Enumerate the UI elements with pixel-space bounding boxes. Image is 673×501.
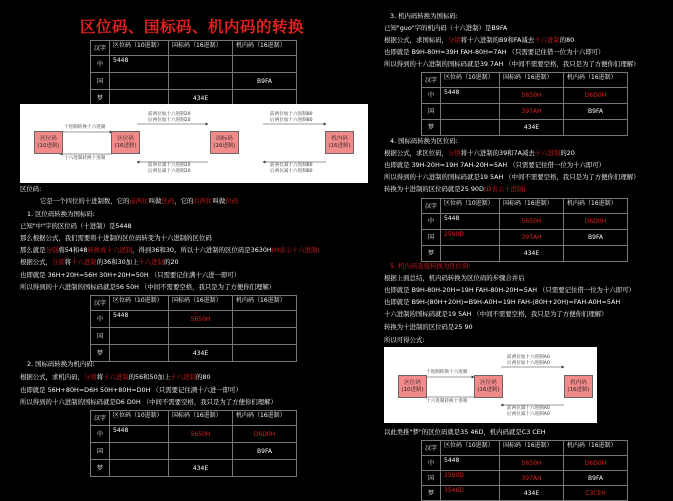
header-cell: 汉字: [91, 296, 110, 311]
header-cell: 区位码（10进制）: [110, 296, 169, 311]
char-cell: 国: [422, 230, 441, 246]
box-quweima-10: [398, 375, 427, 398]
box-label: 区位码: [404, 379, 421, 386]
table-row: [91, 56, 297, 73]
text: (D表示十进制): [483, 185, 526, 193]
table-row: [422, 246, 628, 262]
cell: B9FA: [564, 471, 628, 486]
text: 转换成十六进制: [87, 246, 133, 254]
table-2: [90, 295, 297, 362]
section-heading: 3. 机内码转换为国标码:: [390, 12, 458, 20]
text: 十六进制: [534, 36, 560, 44]
table-6: [421, 440, 628, 501]
text: 的20: [164, 258, 179, 266]
table-row: [91, 345, 297, 362]
diagram-label: 后两位减十六进制A0: [507, 412, 550, 417]
header-cell: 机内码（16进制）: [564, 73, 628, 88]
text-line: [384, 149, 575, 158]
section-heading: 5. 机内码直接转换为区位码:: [390, 262, 471, 270]
text-line: 所以得到的十六进制的国标码就是56 50H （中间不需要空格，我只是为了方便你们理解）: [20, 283, 276, 291]
table-row: [422, 230, 628, 246]
text: 的80: [559, 36, 575, 44]
diagram-label: 十六进制转换十进制: [64, 156, 106, 161]
text: ，它的: [174, 197, 194, 205]
header-cell: 机内码（16进制）: [233, 41, 297, 56]
table-header-row: [91, 41, 297, 56]
cell: D6D0H: [233, 426, 297, 443]
text-line: 转换为十进制的区位码是25 90: [384, 323, 473, 331]
header-cell: 国标码（16进制）: [500, 199, 564, 214]
diagram-label: 十六进制转换十进制: [426, 399, 468, 404]
char-cell: 中: [422, 88, 441, 104]
cell: 5650H: [169, 426, 233, 443]
char-cell: 国: [422, 471, 441, 486]
diagram-label: 十进制转换十六进制: [64, 125, 106, 130]
diagram-label: 前两位加十六进制A0: [507, 355, 550, 360]
char-cell: 国: [91, 328, 110, 345]
text-line: 也即就是 36H+20H=56H 30H+20H=50H （只需要记住满十六进一即可）: [20, 271, 241, 279]
cell: [110, 345, 169, 362]
section-heading: 4. 国标码转换为区位码:: [390, 137, 458, 145]
table-row: [422, 471, 628, 486]
cell: C3CEH: [564, 486, 628, 501]
header-cell: 汉字: [422, 441, 441, 456]
text-line: 根据上面总结，机内码转换为区位码的步骤合并后: [384, 274, 525, 282]
text-line: 所以得到的十六进制的国标码就是19 5AH （中间不需要空格，我只是为了方便你们理解）: [384, 173, 640, 181]
text-line: 所以得到的十六进制的国标码就是39 7AH （中间不需要空格，我只是为了方便你们理解）: [384, 60, 640, 68]
box-label: 机内码: [331, 135, 348, 142]
text: 十六进制: [170, 373, 197, 381]
text: 分别: [447, 149, 461, 157]
table-1: [90, 40, 297, 107]
cell: 434E: [169, 345, 233, 362]
header-cell: 机内码（16进制）: [564, 441, 628, 456]
box-quweima-10: [34, 131, 63, 154]
table-header-row: [422, 73, 628, 88]
header-cell: 汉字: [422, 199, 441, 214]
cell: [441, 246, 500, 262]
cell: [169, 328, 233, 345]
box-jineima-16: [564, 375, 593, 398]
text: 的80: [196, 373, 211, 381]
diagram-label: 后两位加十六进制20: [148, 118, 191, 123]
table-3: [90, 410, 297, 477]
text-line: 十六进制的国标码就是19 5AH （中间不需要空格，我只是为了方便你们理解）: [384, 310, 608, 318]
text: ，得到36和30。所以十六进制的区位码是3630H: [132, 246, 272, 254]
char-cell: 中: [91, 56, 110, 73]
table-row: [91, 328, 297, 345]
page-title: 区位码、国标码、机内码的转换: [80, 18, 305, 36]
table-header-row: [422, 441, 628, 456]
header-cell: 汉字: [422, 73, 441, 88]
box-label: 机内码: [570, 379, 587, 386]
box-sublabel: (10进制): [37, 142, 60, 149]
box-sublabel: (16进制): [213, 142, 236, 149]
text: 将十六进制的B9和FA减去: [460, 36, 535, 44]
table-5: [421, 198, 628, 262]
text-line: 也即就是 B9H-80H-20H=19H FAH-80H-20H=5AH （只需要记住借一位为十六即可）: [384, 286, 635, 294]
section-heading: 2. 国标码转换为机内码:: [27, 360, 95, 368]
diagram-label: 十进制转换十六进制: [426, 370, 468, 375]
cell: [564, 246, 628, 262]
char-cell: 中: [91, 426, 110, 443]
cell: 5448: [441, 456, 500, 471]
text: 位码: [225, 197, 239, 205]
text: 将: [96, 373, 104, 381]
char-cell: 中: [422, 456, 441, 471]
text-line: 所以可得公式:: [384, 336, 425, 344]
text: 十六进制: [71, 258, 97, 266]
header-cell: 汉字: [91, 411, 110, 426]
table-row: [422, 456, 628, 471]
text-line: 也即就是 39H-20H=19H 7AH-20H=5AH （只需要记住借一位为十六即可）: [384, 161, 606, 169]
cell: 2590D: [441, 471, 500, 486]
text: 那么就是: [20, 246, 46, 254]
header-cell: 国标码（16进制）: [169, 41, 233, 56]
text: 根据公式，求国标码，: [384, 36, 448, 44]
cell: [169, 56, 233, 73]
char-cell: 梦: [91, 460, 110, 477]
cell: 5448: [441, 88, 500, 104]
text-line: [384, 36, 574, 45]
diagram-label: 前两位减十六进制20: [148, 163, 191, 168]
char-cell: 国: [91, 443, 110, 460]
box-guobiaoma-16: [210, 131, 239, 154]
table-row: [91, 73, 297, 90]
char-cell: 梦: [422, 120, 441, 136]
char-cell: 梦: [422, 246, 441, 262]
cell: B9FA: [233, 443, 297, 460]
text-line: 那么根据公式，我们需要将十进制的区位码转变为十六进制的区位码: [20, 234, 212, 242]
cell: [110, 328, 169, 345]
header-cell: 国标码（16进制）: [500, 73, 564, 88]
header-cell: 机内码（16进制）: [233, 296, 297, 311]
box-sublabel: (16进制): [114, 142, 137, 149]
cell: 434E: [169, 460, 233, 477]
text: 的36和30加上: [96, 258, 139, 266]
box-jineima-16: [325, 131, 354, 154]
cell: D6D0H: [564, 88, 628, 104]
text: 后两位: [193, 197, 213, 205]
cell: 434E: [169, 90, 233, 107]
cell: 397AH: [500, 230, 564, 246]
box-sublabel: (16进制): [328, 142, 351, 149]
header-cell: 区位码（10进制）: [441, 199, 500, 214]
text-line: 也即就是 B9H-80H=39H FAH-80H=7AH （只需要记住借一位为十六即可）: [384, 48, 605, 56]
table-row: [422, 104, 628, 120]
cell: 397AH: [500, 104, 564, 120]
cell: 2590D: [441, 230, 500, 246]
table-header-row: [422, 199, 628, 214]
text: 十六进制: [138, 258, 165, 266]
text-line: [20, 258, 179, 267]
header-cell: 机内码（16进制）: [564, 199, 628, 214]
text-line: 已知"中"字的区位码（十进制）是5448: [20, 222, 132, 230]
box-sublabel: (16进制): [477, 386, 500, 393]
cell: D6D0H: [564, 456, 628, 471]
header-cell: 国标码（16进制）: [500, 441, 564, 456]
cell: [110, 73, 169, 90]
header-cell: 国标码（16进制）: [169, 411, 233, 426]
cell: [233, 56, 297, 73]
cell: B9FA: [233, 73, 297, 90]
box-label: 区位码: [40, 135, 57, 142]
header-cell: 机内码（16进制）: [233, 411, 297, 426]
diagram-label: 前两位减十六进制A0: [507, 406, 550, 411]
text-line: 以此类推"梦"的区位码就是35 46D，机内码就是C3 CEH: [384, 428, 546, 436]
cell: 5448: [110, 56, 169, 73]
text-line: 也即就是 B9H-(80H+20H)=B9H-A0H=19H FAH-(80H+20H)=FAH-A0H=5AH: [384, 298, 621, 306]
text: 叫做: [148, 197, 162, 205]
conversion-diagram-1: [20, 104, 368, 183]
cell: D6D0H: [564, 214, 628, 230]
text: 的20: [560, 149, 575, 157]
cell: [233, 460, 297, 477]
text: 的56和50加上: [128, 373, 171, 381]
text-line: 也即就是 56H+80H=D6H 50H+80H=D0H （只需要记住满十六进一即可）: [20, 386, 242, 394]
cell: [169, 443, 233, 460]
cell: [233, 328, 297, 345]
text: 将54和48: [58, 246, 88, 254]
cell: [441, 104, 500, 120]
box-sublabel: (16进制): [567, 386, 590, 393]
char-cell: 中: [91, 311, 110, 328]
text: 将十六进制的39和7A减去: [460, 149, 535, 157]
cell: [110, 460, 169, 477]
header-cell: 区位码（10进制）: [441, 73, 500, 88]
cell: B9FA: [564, 230, 628, 246]
table-header-row: [91, 296, 297, 311]
cell: [564, 120, 628, 136]
table-row: [91, 443, 297, 460]
table-row: [422, 120, 628, 136]
table-row: [91, 426, 297, 443]
header-cell: 汉字: [91, 41, 110, 56]
cell: 5650H: [169, 311, 233, 328]
text: (H表示十六进制): [271, 246, 320, 254]
box-quweima-16: [111, 131, 140, 154]
header-cell: 区位码（10进制）: [110, 41, 169, 56]
table-4: [421, 72, 628, 136]
table-header-row: [91, 411, 297, 426]
text: 根据公式，求机内码，: [20, 373, 84, 381]
cell: [233, 345, 297, 362]
table-row: [422, 214, 628, 230]
char-cell: 中: [422, 214, 441, 230]
diagram-arrows: [20, 104, 368, 183]
text-line: 所以得到的十六进制的国标码就是D6 D0H （中间不需要空格，我只是为了方便你们理解）: [20, 398, 277, 406]
char-cell: 国: [91, 73, 110, 90]
header-cell: 国标码（16进制）: [169, 296, 233, 311]
cell: 5650H: [500, 456, 564, 471]
diagram-label: 后两位减十六进制20: [148, 169, 191, 174]
box-label: 国标码: [216, 135, 233, 142]
cell: 397AH: [500, 471, 564, 486]
text: 转换为十进制的区位码就是25 90D: [384, 185, 484, 193]
text: 十六进制: [534, 149, 561, 157]
text: 将: [64, 258, 72, 266]
box-sublabel: (10进制): [401, 386, 424, 393]
cell: 3546D: [441, 486, 500, 501]
char-cell: 梦: [91, 345, 110, 362]
box-label: 区位码: [117, 135, 134, 142]
cell: 5448: [110, 311, 169, 328]
cell: 5650H: [500, 214, 564, 230]
text: 它是一个四位的十进制数，它的: [40, 197, 130, 205]
table-row: [422, 486, 628, 501]
text-line: [20, 246, 320, 255]
diagram-label: 后两位加十六进制A0: [507, 361, 550, 366]
text: 十六进制: [103, 373, 129, 381]
text-line: [20, 373, 211, 382]
text-line: 已知"guo"字的机内码（十六进制）是B9FA: [384, 24, 508, 32]
cell: [110, 443, 169, 460]
char-cell: 国: [422, 104, 441, 120]
cell: B9FA: [564, 104, 628, 120]
text: 根据公式，: [20, 258, 52, 266]
header-cell: 区位码（10进制）: [441, 441, 500, 456]
diagram-label: 前两位减十六进制80: [270, 163, 313, 168]
diagram-label: 前两位加十六进制20: [148, 112, 191, 117]
table-row: [422, 88, 628, 104]
cell: 5448: [441, 214, 500, 230]
text: 分别: [83, 373, 97, 381]
diagram-label: 前两位加十六进制80: [270, 112, 313, 117]
table-row: [91, 460, 297, 477]
cell: 5448: [110, 426, 169, 443]
section-heading: 1. 区位码转换为国标码:: [27, 210, 95, 218]
text: 区码: [161, 197, 175, 205]
section-heading: 区位码:: [20, 185, 42, 193]
text: 前两位: [129, 197, 149, 205]
box-label: 区位码: [480, 379, 497, 386]
cell: 434E: [500, 246, 564, 262]
cell: [441, 120, 500, 136]
table-row: [91, 311, 297, 328]
cell: 434E: [500, 486, 564, 501]
char-cell: 梦: [91, 90, 110, 107]
header-cell: 区位码（10进制）: [110, 411, 169, 426]
box-quweima-16: [474, 375, 503, 398]
text: 分别: [51, 258, 65, 266]
cell: [233, 311, 297, 328]
intro-line: [40, 197, 238, 206]
cell: [169, 73, 233, 90]
diagram-label: 后两位加十六进制80: [270, 118, 313, 123]
text: 分别: [447, 36, 461, 44]
text: 叫做: [212, 197, 226, 205]
text: 根据公式，求区位码，: [384, 149, 448, 157]
cell: 5650H: [500, 88, 564, 104]
char-cell: 梦: [422, 486, 441, 501]
text: 分别: [45, 246, 59, 254]
diagram-label: 后两位减十六进制80: [270, 169, 313, 174]
cell: 434E: [500, 120, 564, 136]
conversion-diagram-2: [384, 347, 597, 423]
text-line: [384, 185, 526, 194]
